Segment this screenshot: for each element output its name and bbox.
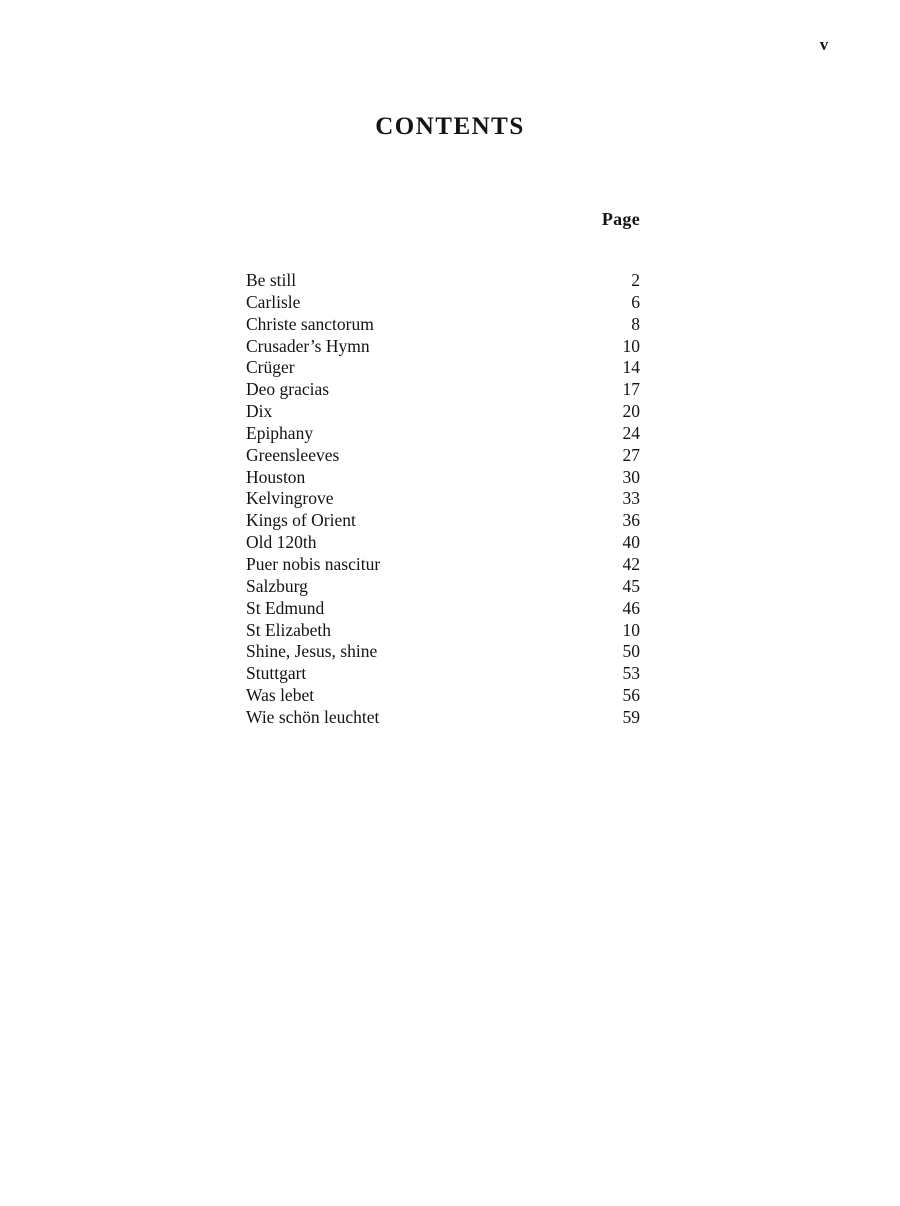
toc-entry-page-number: 30	[622, 466, 640, 487]
toc-entry-page-number: 2	[631, 270, 640, 290]
toc-entry	[246, 641, 640, 663]
toc-entry-title: Wie schön leuchtet	[246, 706, 380, 727]
toc-entry	[246, 707, 640, 729]
toc-entry-title: St Edmund	[246, 597, 325, 618]
toc-entry-title: Old 120th	[246, 532, 317, 553]
toc-entry-title: Carlisle	[246, 291, 301, 312]
toc-entry-title: Kings of Orient	[246, 510, 356, 531]
toc-entry	[246, 685, 640, 707]
toc-entry	[246, 401, 640, 423]
toc-list	[246, 270, 640, 729]
page-title: CONTENTS	[375, 113, 525, 140]
toc-entry-title: Christe sanctorum	[246, 313, 374, 334]
toc-entry-title: Shine, Jesus, shine	[246, 641, 378, 662]
toc-entry	[246, 292, 640, 314]
toc-entry-page-number: 17	[622, 379, 640, 400]
toc-entry	[246, 270, 640, 292]
toc-entry	[246, 314, 640, 336]
toc-entry	[246, 576, 640, 598]
toc-entry-title: Epiphany	[246, 422, 314, 443]
toc-entry	[246, 663, 640, 685]
toc-entry-page-number: 36	[622, 510, 640, 531]
toc-entry-title: Kelvingrove	[246, 488, 334, 509]
toc-entry-title: Greensleeves	[246, 444, 340, 465]
toc-entry-page-number: 56	[622, 685, 640, 706]
toc-entry	[246, 336, 640, 358]
toc-entry-page-number: 10	[622, 335, 640, 356]
toc-entry-page-number: 45	[622, 575, 640, 596]
toc-entry-page-number: 42	[622, 553, 640, 574]
toc-entry	[246, 620, 640, 642]
toc-entry-page-number: 59	[622, 706, 640, 727]
toc-entry-page-number: 24	[622, 422, 640, 443]
toc-entry	[246, 423, 640, 445]
toc-entry-title: Houston	[246, 466, 306, 487]
toc-entry-page-number: 50	[622, 641, 640, 662]
page-column-header: Page	[601, 209, 640, 229]
toc-entry-page-number: 40	[622, 532, 640, 553]
toc-entry-title: Crüger	[246, 357, 295, 378]
toc-entry-title: Salzburg	[246, 575, 308, 596]
toc-entry	[246, 598, 640, 620]
toc-entry-title: Dix	[246, 401, 273, 422]
toc-entry-title: St Elizabeth	[246, 619, 332, 640]
toc-entry	[246, 467, 640, 489]
toc-entry-title: Be still	[246, 270, 297, 290]
toc-entry-page-number: 8	[631, 313, 640, 334]
toc-entry-title: Was lebet	[246, 685, 315, 706]
toc-entry-page-number: 27	[622, 444, 640, 465]
toc-entry-page-number: 53	[622, 663, 640, 684]
folio-page-number: v	[819, 35, 829, 54]
toc-entry-title: Deo gracias	[246, 379, 330, 400]
toc-entry	[246, 554, 640, 576]
toc-entry-page-number: 14	[622, 357, 640, 378]
toc-entry-page-number: 20	[622, 401, 640, 422]
toc-entry-page-number: 10	[622, 619, 640, 640]
toc-entry	[246, 532, 640, 554]
toc-entry-title: Stuttgart	[246, 663, 307, 684]
toc-entry-title: Puer nobis nascitur	[246, 553, 381, 574]
toc-entry-page-number: 6	[631, 291, 640, 312]
toc-entry	[246, 379, 640, 401]
toc-entry-page-number: 33	[622, 488, 640, 509]
toc-entry	[246, 488, 640, 510]
toc-entry-title: Crusader’s Hymn	[246, 335, 370, 356]
toc-entry	[246, 357, 640, 379]
toc-entry	[246, 445, 640, 467]
toc-entry-page-number: 46	[622, 597, 640, 618]
toc-entry	[246, 510, 640, 532]
